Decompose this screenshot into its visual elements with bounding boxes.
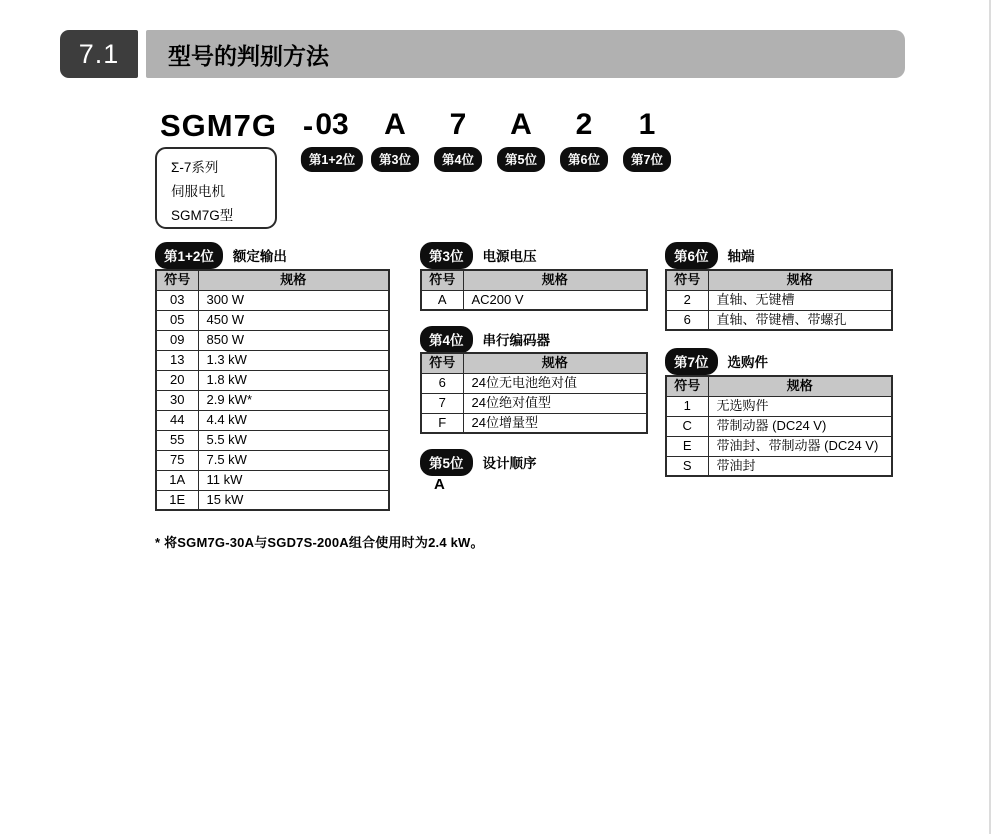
- table-header-row: [421, 270, 647, 290]
- table-row: [156, 430, 389, 450]
- symbol-cell: 6: [666, 310, 708, 330]
- spec-cell: 5.5 kW: [198, 430, 389, 450]
- model-digit-4: A: [510, 108, 532, 141]
- page-edge-line: [989, 0, 991, 834]
- table-row: [666, 396, 892, 416]
- table-row: [156, 370, 389, 390]
- digit-badge-1: 第1+2位: [301, 147, 363, 172]
- digit-badge-2: 第3位: [371, 147, 419, 172]
- col-header-symbol: 符号: [666, 376, 708, 396]
- spec-cell: 24位无电池绝对值: [463, 373, 647, 393]
- symbol-cell: 30: [156, 390, 198, 410]
- symbol-cell: F: [421, 413, 463, 433]
- section-head-options: [665, 350, 768, 372]
- table-row: [666, 290, 892, 310]
- spec-cell: 450 W: [198, 310, 389, 330]
- table-row: [421, 393, 647, 413]
- table-row: [156, 410, 389, 430]
- table-row: [421, 290, 647, 310]
- symbol-cell: 55: [156, 430, 198, 450]
- spec-cell: 15 kW: [198, 490, 389, 510]
- table-row: [156, 490, 389, 510]
- model-digit-2: A: [384, 108, 406, 141]
- col-header-spec: 规格: [708, 376, 892, 396]
- symbol-cell: 7: [421, 393, 463, 413]
- symbol-cell: 75: [156, 450, 198, 470]
- model-digit-1: 03: [315, 108, 349, 141]
- encoder-table: [420, 352, 648, 434]
- section-badge: 第1+2位: [155, 242, 223, 269]
- section-number-box: [60, 30, 138, 78]
- section-badge: 第6位: [665, 242, 718, 269]
- spec-cell: 1.8 kW: [198, 370, 389, 390]
- table-row: [156, 390, 389, 410]
- col-header-symbol: 符号: [421, 270, 463, 290]
- section-head-design-order: [420, 451, 537, 473]
- model-digit-3: 7: [449, 108, 467, 141]
- symbol-cell: 1E: [156, 490, 198, 510]
- section-title-bar: [146, 30, 905, 78]
- symbol-cell: 2: [666, 290, 708, 310]
- section-badge: 第5位: [420, 449, 473, 476]
- table-header-row: [666, 270, 892, 290]
- section-label: 选购件: [727, 355, 769, 370]
- options-table: [665, 375, 893, 477]
- spec-cell: AC200 V: [463, 290, 647, 310]
- model-digit-5: 2: [575, 108, 593, 141]
- spec-cell: 24位增量型: [463, 413, 647, 433]
- model-digit-6: 1: [638, 108, 656, 141]
- rated-output-table: [155, 269, 390, 511]
- section-label: 设计顺序: [482, 456, 537, 471]
- spec-cell: 300 W: [198, 290, 389, 310]
- spec-cell: 7.5 kW: [198, 450, 389, 470]
- spec-cell: 带制动器 (DC24 V): [708, 416, 892, 436]
- section-head-shaft-end: [665, 244, 755, 266]
- voltage-table: [420, 269, 648, 311]
- table-header-row: [421, 353, 647, 373]
- series-line-1: Σ-7系列: [171, 160, 219, 175]
- series-box: [155, 147, 277, 229]
- table-row: [666, 456, 892, 476]
- digit-badge-6: 第7位: [623, 147, 671, 172]
- table-row: [666, 416, 892, 436]
- model-separator: -: [302, 108, 314, 143]
- symbol-cell: 1A: [156, 470, 198, 490]
- table-row: [421, 413, 647, 433]
- symbol-cell: A: [421, 290, 463, 310]
- symbol-cell: 1: [666, 396, 708, 416]
- table-row: [156, 310, 389, 330]
- series-line-2: 伺服电机: [171, 184, 225, 199]
- digit-badge-4: 第5位: [497, 147, 545, 172]
- section-head-encoder: [420, 328, 550, 350]
- spec-cell: 无选购件: [708, 396, 892, 416]
- design-order-value: A: [434, 476, 445, 493]
- col-header-spec: 规格: [198, 270, 389, 290]
- symbol-cell: 09: [156, 330, 198, 350]
- symbol-cell: 13: [156, 350, 198, 370]
- section-badge: 第7位: [665, 348, 718, 375]
- table-row: [156, 450, 389, 470]
- section-badge: 第4位: [420, 326, 473, 353]
- shaft-end-table: [665, 269, 893, 331]
- section-head-voltage: [420, 244, 537, 266]
- footnote: * 将SGM7G-30A与SGD7S-200A组合使用时为2.4 kW。: [155, 535, 484, 550]
- symbol-cell: 20: [156, 370, 198, 390]
- page-title: 型号的判别方法: [168, 42, 329, 69]
- spec-cell: 直轴、带键槽、带螺孔: [708, 310, 892, 330]
- symbol-cell: C: [666, 416, 708, 436]
- spec-cell: 1.3 kW: [198, 350, 389, 370]
- symbol-cell: 05: [156, 310, 198, 330]
- table-row: [666, 310, 892, 330]
- spec-cell: 带油封、带制动器 (DC24 V): [708, 436, 892, 456]
- digit-badge-3: 第4位: [434, 147, 482, 172]
- col-header-spec: 规格: [708, 270, 892, 290]
- section-badge: 第3位: [420, 242, 473, 269]
- spec-cell: 2.9 kW*: [198, 390, 389, 410]
- spec-cell: 11 kW: [198, 470, 389, 490]
- table-row: [666, 436, 892, 456]
- section-head-rated-output: [155, 244, 287, 266]
- col-header-symbol: 符号: [666, 270, 708, 290]
- col-header-symbol: 符号: [421, 353, 463, 373]
- col-header-spec: 规格: [463, 353, 647, 373]
- digit-badge-5: 第6位: [560, 147, 608, 172]
- symbol-cell: 6: [421, 373, 463, 393]
- table-row: [156, 330, 389, 350]
- series-line-3: SGM7G型: [171, 208, 234, 223]
- spec-cell: 24位绝对值型: [463, 393, 647, 413]
- spec-cell: 带油封: [708, 456, 892, 476]
- table-row: [156, 470, 389, 490]
- section-label: 电源电压: [482, 249, 537, 264]
- spec-cell: 850 W: [198, 330, 389, 350]
- section-number: 7.1: [78, 38, 120, 69]
- table-row: [421, 373, 647, 393]
- col-header-spec: 规格: [463, 270, 647, 290]
- model-prefix: SGM7G: [160, 108, 277, 143]
- symbol-cell: 44: [156, 410, 198, 430]
- spec-cell: 4.4 kW: [198, 410, 389, 430]
- spec-cell: 直轴、无键槽: [708, 290, 892, 310]
- table-header-row: [666, 376, 892, 396]
- table-row: [156, 350, 389, 370]
- table-row: [156, 290, 389, 310]
- table-header-row: [156, 270, 389, 290]
- symbol-cell: E: [666, 436, 708, 456]
- col-header-symbol: 符号: [156, 270, 198, 290]
- symbol-cell: 03: [156, 290, 198, 310]
- section-label: 额定输出: [232, 249, 287, 264]
- section-label: 串行编码器: [482, 333, 551, 348]
- symbol-cell: S: [666, 456, 708, 476]
- section-label: 轴端: [727, 249, 755, 264]
